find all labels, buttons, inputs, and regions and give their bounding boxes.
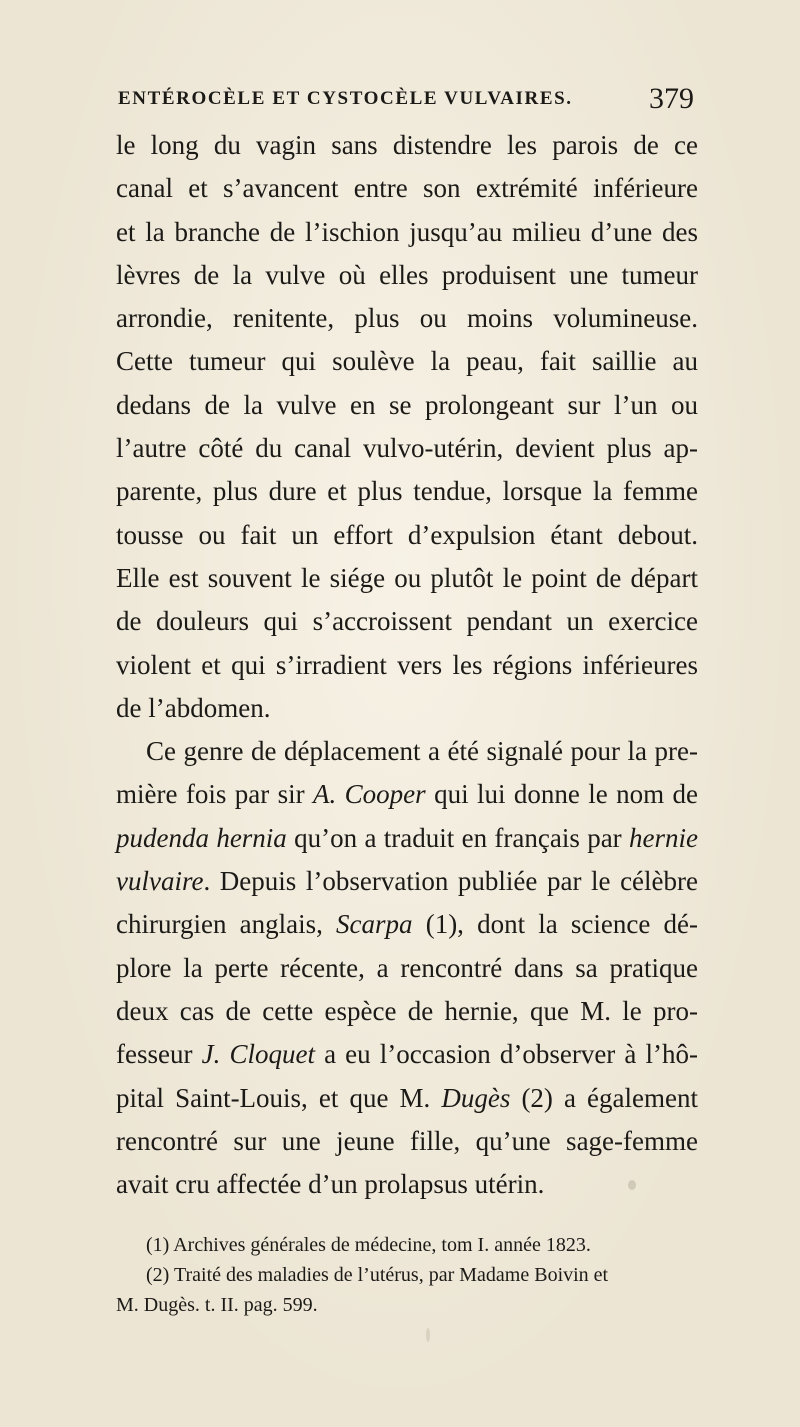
text-line bbox=[116, 1033, 698, 1076]
author-name: Dugès bbox=[441, 1082, 511, 1113]
page-number: 379 bbox=[649, 82, 694, 115]
text-segment: chirurgien anglais, bbox=[116, 909, 337, 940]
text-line bbox=[116, 773, 698, 816]
text-segment: qui lui donne le nom de bbox=[425, 779, 699, 810]
text-line: Ce genre de déplacement a été signalé pour la pre- bbox=[146, 736, 698, 767]
footnote-1: (1) Archives générales de médecine, tom I. année 1823. bbox=[146, 1234, 591, 1256]
text-line bbox=[116, 903, 698, 946]
author-name: Scarpa bbox=[336, 909, 413, 940]
page-header bbox=[118, 82, 694, 122]
text-line: Elle est souvent le siége ou plutôt le point de départ bbox=[116, 562, 698, 593]
text-line: de douleurs qui s’accroissent pendant un exercice bbox=[116, 606, 698, 637]
footnotes bbox=[116, 1230, 698, 1320]
text-line: parente, plus dure et plus tendue, lorsque la femme bbox=[116, 476, 698, 507]
paragraph-2 bbox=[116, 730, 698, 1206]
text-line: tousse ou fait un effort d’expulsion étant debout. bbox=[116, 519, 698, 550]
paragraph-1 bbox=[116, 124, 698, 730]
paper-spot bbox=[628, 1180, 636, 1190]
text-segment: a eu l’occasion d’observer à l’hô- bbox=[314, 1039, 699, 1070]
text-line: l’autre côté du canal vulvo-utérin, devient plus ap- bbox=[116, 433, 698, 464]
footnote-2-continued: M. Dugès. t. II. pag. 599. bbox=[116, 1294, 318, 1316]
text-line: dedans de la vulve en se prolongeant sur l’un ou bbox=[116, 389, 698, 420]
text-segment: mière fois par sir bbox=[116, 779, 314, 810]
running-title: ENTÉROCÈLE ET CYSTOCÈLE VULVAIRES. bbox=[118, 88, 573, 109]
body-text bbox=[116, 124, 698, 1206]
text-line: canal et s’avancent entre son extrémité inférieure bbox=[116, 173, 698, 204]
text-line: de l’abdomen. bbox=[116, 692, 271, 723]
author-name: A. Cooper bbox=[313, 779, 426, 810]
text-line: arrondie, renitente, plus ou moins volumineuse. bbox=[116, 303, 698, 334]
text-segment: (1), dont la science dé- bbox=[412, 909, 698, 940]
text-line: rencontré sur une jeune fille, qu’une sage-femme bbox=[116, 1125, 698, 1156]
text-line: deux cas de cette espèce de hernie, que M. le pro- bbox=[116, 995, 698, 1026]
text-line: avait cru affectée d’un prolapsus utérin. bbox=[116, 1169, 545, 1200]
text-segment: qu’on a traduit en français par bbox=[286, 822, 630, 853]
text-line: plore la perte récente, a rencontré dans sa pratique bbox=[116, 952, 698, 983]
text-segment: pital Saint-Louis, et que M. bbox=[116, 1082, 442, 1113]
footnote-2: (2) Traité des maladies de l’utérus, par Madame Boivin et bbox=[146, 1264, 609, 1286]
author-name: J. Cloquet bbox=[201, 1039, 315, 1070]
latin-term: pudenda hernia bbox=[116, 822, 287, 853]
text-line bbox=[116, 817, 698, 860]
paper-spot bbox=[426, 1328, 430, 1342]
french-term: vulvaire bbox=[116, 866, 204, 897]
text-line: lèvres de la vulve où elles produisent une tumeur bbox=[116, 259, 698, 290]
text-line: violent et qui s’irradient vers les régions inférieures bbox=[116, 649, 698, 680]
text-line bbox=[116, 1077, 698, 1120]
french-term: hernie bbox=[629, 822, 698, 853]
text-line: le long du vagin sans distendre les parois de ce bbox=[116, 130, 698, 160]
text-segment: . Depuis l’observation publiée par le célèbre bbox=[203, 866, 698, 897]
text-line: et la branche de l’ischion jusqu’au milieu d’une des bbox=[116, 216, 698, 247]
text-segment: (2) a également bbox=[510, 1082, 698, 1113]
text-segment: fesseur bbox=[116, 1039, 202, 1070]
text-line bbox=[116, 860, 698, 903]
text-line: Cette tumeur qui soulève la peau, fait saillie au bbox=[116, 346, 698, 377]
